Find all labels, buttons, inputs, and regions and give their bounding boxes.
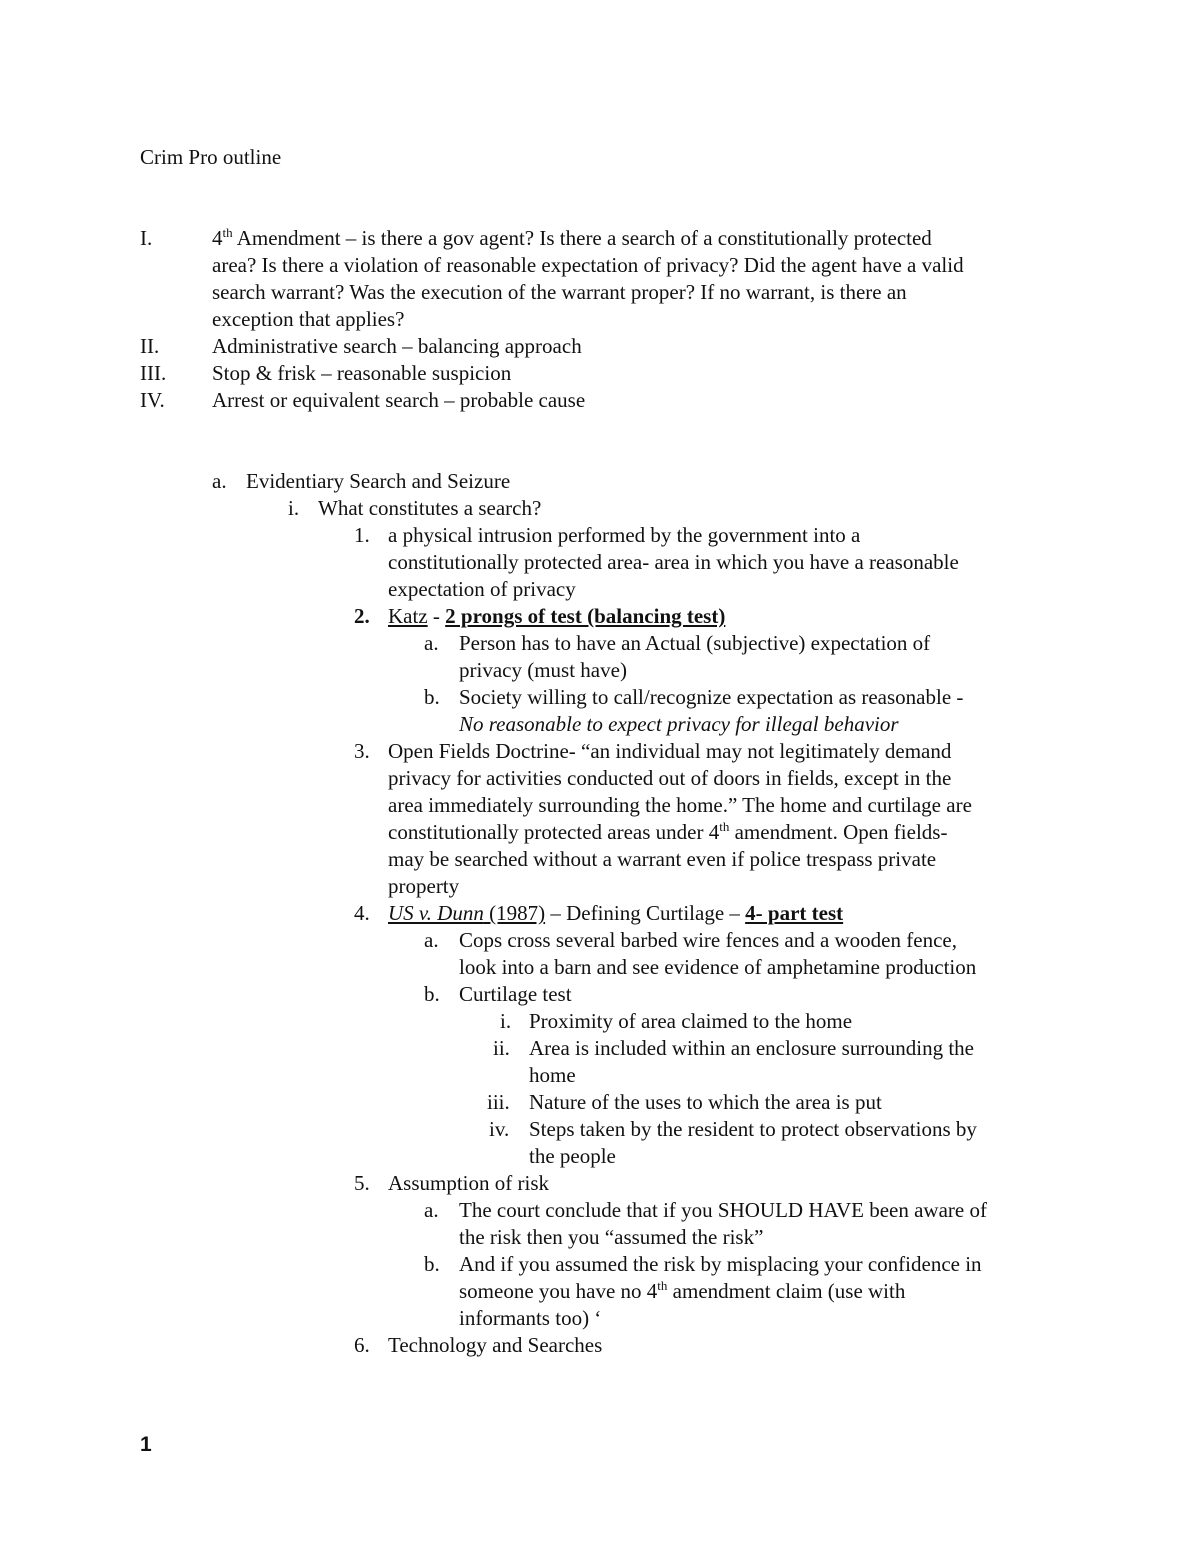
list-label: 2.	[354, 604, 370, 628]
list-item-text: Open Fields Doctrine- “an individual may not legitimately demand	[388, 739, 952, 763]
list-item-text: Person has to have an Actual (subjective) expectation of	[459, 631, 931, 655]
list-label: b.	[424, 1252, 440, 1276]
roman-item-text: exception that applies?	[212, 307, 405, 331]
subsection-heading: What constitutes a search?	[318, 496, 542, 520]
list-label: a.	[212, 469, 227, 493]
list-label: i.	[500, 1009, 512, 1033]
list-item-text: someone you have no 4th amendment claim (use with	[459, 1278, 906, 1303]
list-label: iv.	[489, 1117, 510, 1141]
case-name: Katz	[388, 604, 428, 628]
page-number: 1	[140, 1433, 152, 1456]
case-heading: US v. Dunn (1987) – Defining Curtilage – 4- part test	[388, 901, 844, 925]
list-item-text: privacy (must have)	[459, 658, 627, 682]
list-item-text: And if you assumed the risk by misplacing your confidence in	[459, 1252, 982, 1276]
list-label: 1.	[354, 523, 370, 547]
list-item-text: Steps taken by the resident to protect observations by	[529, 1117, 977, 1141]
list-item-text: the people	[529, 1144, 616, 1168]
section-heading: Evidentiary Search and Seizure	[246, 469, 511, 493]
test-name: 4- part test	[745, 901, 844, 925]
roman-item-text: 4th Amendment – is there a gov agent? Is there a search of a constitutionally protected	[212, 225, 932, 250]
list-item-text: constitutionally protected areas under 4th amendment. Open fields-	[388, 819, 948, 844]
list-label: 6.	[354, 1333, 370, 1357]
list-item-text: Technology and Searches	[388, 1333, 603, 1357]
list-item-text: Assumption of risk	[388, 1171, 550, 1195]
list-item-text: the risk then you “assumed the risk”	[459, 1225, 764, 1249]
list-item-text: look into a barn and see evidence of amphetamine production	[459, 955, 977, 979]
list-label: b.	[424, 685, 440, 709]
list-label: ii.	[493, 1036, 510, 1060]
list-item-text: informants too) ‘	[459, 1306, 602, 1330]
test-name: 2 prongs of test (balancing test)	[445, 604, 726, 628]
list-label: a.	[424, 1198, 439, 1222]
roman-item-text: Arrest or equivalent search – probable cause	[212, 388, 586, 412]
roman-label: I.	[140, 226, 153, 250]
list-label: b.	[424, 982, 440, 1006]
list-item-text: Cops cross several barbed wire fences and a wooden fence,	[459, 928, 957, 952]
list-item-text: Nature of the uses to which the area is put	[529, 1090, 882, 1114]
list-label: 4.	[354, 901, 370, 925]
list-label: 5.	[354, 1171, 370, 1195]
list-item-text: Proximity of area claimed to the home	[529, 1009, 853, 1033]
list-item-text: Curtilage test	[459, 982, 572, 1006]
list-item-text: area immediately surrounding the home.” The home and curtilage are	[388, 793, 972, 817]
roman-item-text: Stop & frisk – reasonable suspicion	[212, 361, 512, 385]
list-item-text: Area is included within an enclosure surrounding the	[529, 1036, 974, 1060]
case-heading: Katz - 2 prongs of test (balancing test)	[388, 604, 726, 628]
list-item-text: home	[529, 1063, 576, 1087]
list-item-text: a physical intrusion performed by the government into a	[388, 523, 861, 547]
list-item-text: property	[388, 874, 460, 898]
list-item-text: expectation of privacy	[388, 577, 576, 601]
list-item-text: Society willing to call/recognize expectation as reasonable -	[459, 685, 964, 709]
list-label: 3.	[354, 739, 370, 763]
list-label: a.	[424, 631, 439, 655]
roman-item-text: area? Is there a violation of reasonable expectation of privacy? Did the agent have a valid	[212, 253, 964, 277]
roman-item-text: Administrative search – balancing approach	[212, 334, 582, 358]
list-label: a.	[424, 928, 439, 952]
list-item-text: The court conclude that if you SHOULD HAVE been aware of	[459, 1198, 987, 1222]
list-label: iii.	[487, 1090, 510, 1114]
list-label: i.	[288, 496, 300, 520]
italic-note: No reasonable to expect privacy for illegal behavior	[459, 712, 899, 736]
list-item-text: privacy for activities conducted out of doors in fields, except in the	[388, 766, 952, 790]
roman-label: IV.	[140, 388, 165, 412]
roman-label: III.	[140, 361, 167, 385]
case-name: US v. Dunn	[388, 901, 484, 925]
list-item-text: may be searched without a warrant even if police trespass private	[388, 847, 937, 871]
roman-label: II.	[140, 334, 160, 358]
list-item-text: constitutionally protected area- area in which you have a reasonable	[388, 550, 959, 574]
roman-item-text: search warrant? Was the execution of the warrant proper? If no warrant, is there an	[212, 280, 907, 304]
document-title: Crim Pro outline	[140, 145, 282, 169]
